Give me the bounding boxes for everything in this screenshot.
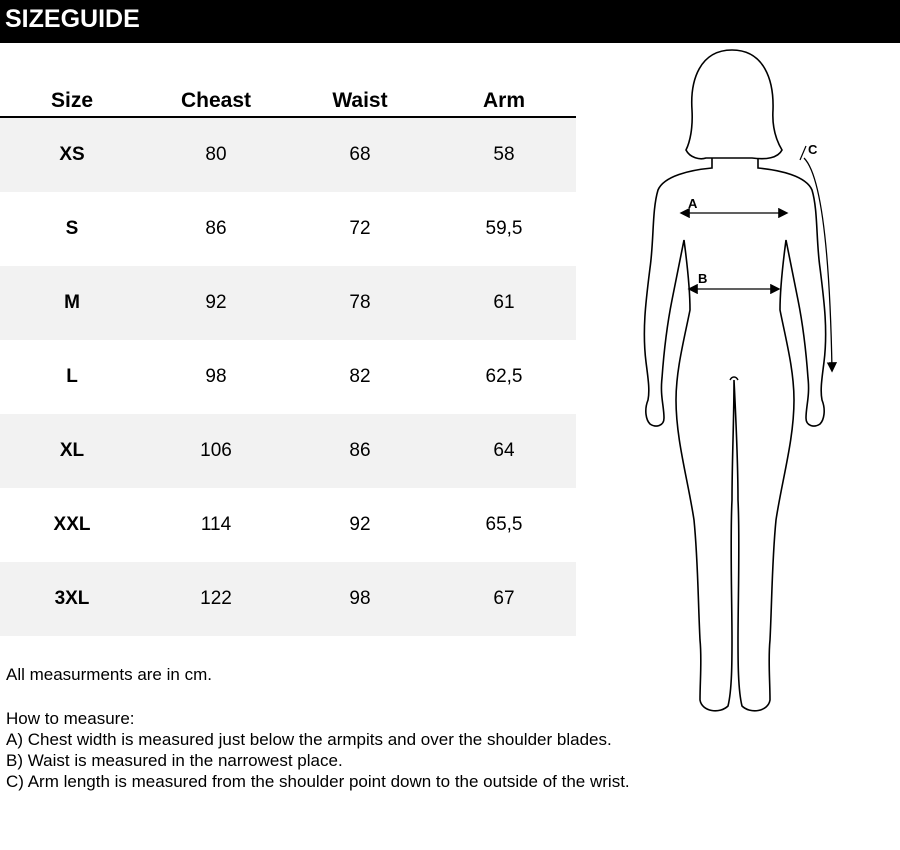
table-row [0,117,576,192]
arm-cell: 59,5 [485,218,523,239]
table-row [0,266,576,340]
column-header-chest: Cheast [144,86,288,117]
units-note: All measurments are in cm. [6,665,212,684]
size-cell: S [65,218,79,239]
column-header-arm: Arm [432,86,576,117]
leg-gap-line [730,377,738,380]
label-a: A [688,196,698,211]
chest-cell: 86 [205,218,227,239]
size-cell: M [0,266,144,340]
title-bar [0,0,900,43]
size-cell: XXL [53,514,91,535]
how-to-heading: How to measure: [6,709,135,728]
column-header-size: Size [0,86,144,117]
waist-cell: 98 [288,562,432,636]
table-row [0,562,576,636]
body-measurement-figure [630,44,850,724]
head-outline [686,50,782,159]
label-c: C [808,142,818,157]
chest-cell: 122 [144,562,288,636]
size-cell: 3XL [0,562,144,636]
body-outline [644,158,825,711]
table-row [0,192,576,266]
column-header-waist: Waist [288,86,432,117]
arm-cell: 61 [432,266,576,340]
chest-cell: 92 [144,266,288,340]
label-b: B [698,271,708,286]
waist-cell: 72 [349,218,371,239]
table-row [0,340,576,414]
chest-cell: 114 [200,514,232,535]
arm-cell: 58 [432,117,576,192]
chest-cell: 98 [205,366,227,387]
instruction-a: A) Chest width is measured just below the armpits and over the shoulder blades. [6,730,612,749]
arm-arrow [804,158,832,370]
table-row [0,414,576,488]
arm-cell: 64 [432,414,576,488]
arm-cell: 67 [432,562,576,636]
chest-cell: 80 [144,117,288,192]
instruction-c: C) Arm length is measured from the shoulder point down to the outside of the wrist. [6,772,630,791]
waist-cell: 68 [288,117,432,192]
page-title: SIZEGUIDE [5,5,140,33]
size-cell: XL [0,414,144,488]
size-cell: L [66,366,78,387]
waist-cell: 82 [349,366,371,387]
instruction-b: B) Waist is measured in the narrowest place. [6,751,343,770]
chest-cell: 106 [144,414,288,488]
size-cell: XS [0,117,144,192]
table-row [0,488,576,562]
waist-cell: 86 [288,414,432,488]
size-table [0,86,576,636]
arm-cell: 62,5 [485,366,523,387]
table-header-row [0,86,576,117]
shoulder-tick [800,146,806,160]
arm-cell: 65,5 [485,514,523,535]
waist-cell: 78 [288,266,432,340]
waist-cell: 92 [349,514,371,535]
